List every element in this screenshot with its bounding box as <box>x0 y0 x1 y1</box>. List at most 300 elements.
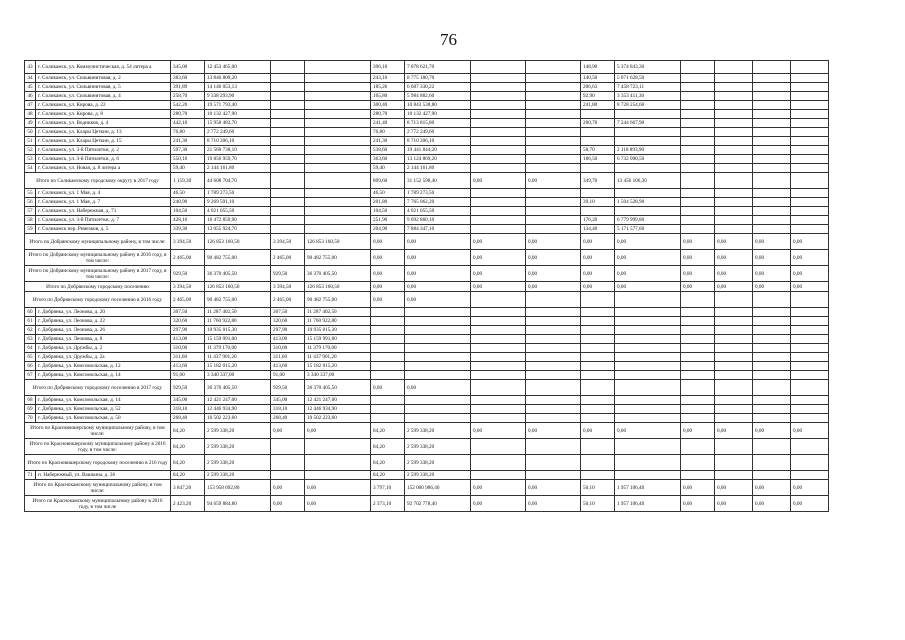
value-cell: 0,00 <box>753 234 791 250</box>
value-cell <box>271 455 305 471</box>
value-cell: 84,20 <box>371 439 405 455</box>
value-cell: 15 182 015,20 <box>305 362 371 371</box>
value-cell: 206,63 <box>581 83 615 92</box>
value-cell <box>405 344 471 353</box>
value-cell <box>791 110 829 119</box>
value-cell: 0,00 <box>753 423 791 439</box>
value-cell: 10 502 223,60 <box>205 414 271 423</box>
value-cell <box>715 225 753 234</box>
value-cell <box>681 110 715 119</box>
value-cell <box>526 326 581 335</box>
address-cell: г. Добрянка, ул. Комсомольская, д. 50 <box>36 414 171 423</box>
total-row <box>25 439 829 455</box>
value-cell: 3 797,10 <box>371 480 405 496</box>
value-cell <box>791 317 829 326</box>
address-cell: г. Добрянка, ул. Леонова, д. 22 <box>36 317 171 326</box>
value-cell <box>271 155 305 164</box>
value-cell <box>753 164 791 173</box>
value-cell <box>271 137 305 146</box>
value-cell <box>791 405 829 414</box>
value-cell: 10 843 538,80 <box>405 101 471 110</box>
table-row <box>25 216 829 225</box>
value-cell <box>615 128 681 137</box>
value-cell <box>526 455 581 471</box>
value-cell: 0,00 <box>405 250 471 266</box>
value-cell: 597,30 <box>171 146 205 155</box>
total-label: Итого по Красновишерскому городскому поселению в 216 году <box>25 455 171 471</box>
value-cell: 11 379 170,00 <box>205 344 271 353</box>
value-cell <box>615 396 681 405</box>
value-cell <box>305 455 371 471</box>
value-cell: 0,00 <box>615 282 681 292</box>
value-cell <box>526 92 581 101</box>
value-cell <box>305 216 371 225</box>
value-cell <box>715 335 753 344</box>
value-cell: 15 159 991,00 <box>205 335 271 344</box>
value-cell <box>681 207 715 216</box>
value-cell: 0,00 <box>405 266 471 282</box>
value-cell: 76,80 <box>371 128 405 137</box>
value-cell: 0,00 <box>681 266 715 282</box>
total-label: Итого по Добрянскому муниципальному району в 2016 году, в том числе: <box>25 250 171 266</box>
total-label: Итого по Красновишерскому муниципальному району в 2016 году, в том числе: <box>25 439 171 455</box>
value-cell: 90 482 755,00 <box>205 250 271 266</box>
value-cell <box>681 164 715 173</box>
value-cell <box>305 74 371 83</box>
value-cell: 44 608 704,70 <box>205 173 271 189</box>
total-label: Итого по Добрянскому городскому поселению <box>25 282 171 292</box>
value-cell <box>615 317 681 326</box>
value-cell <box>405 371 471 380</box>
value-cell <box>471 225 526 234</box>
value-cell <box>753 101 791 110</box>
value-cell: 3 847,20 <box>171 480 205 496</box>
value-cell <box>471 335 526 344</box>
value-cell: 104,50 <box>171 207 205 216</box>
value-cell: 318,10 <box>271 405 305 414</box>
value-cell: 5 374 843,30 <box>615 61 681 74</box>
value-cell <box>715 92 753 101</box>
value-cell <box>753 92 791 101</box>
value-cell <box>681 317 715 326</box>
value-cell <box>791 308 829 317</box>
value-cell <box>681 326 715 335</box>
value-cell <box>371 326 405 335</box>
value-cell <box>791 128 829 137</box>
value-cell <box>471 353 526 362</box>
value-cell: 2 465,00 <box>171 292 205 308</box>
value-cell: 0,00 <box>471 282 526 292</box>
value-cell: 0,00 <box>405 282 471 292</box>
value-cell <box>753 455 791 471</box>
value-cell: 929,50 <box>271 266 305 282</box>
value-cell <box>753 326 791 335</box>
value-cell: 320,60 <box>171 317 205 326</box>
value-cell: 0,00 <box>681 282 715 292</box>
value-cell <box>715 207 753 216</box>
value-cell: 0,00 <box>715 423 753 439</box>
value-cell <box>371 362 405 371</box>
value-cell: 36 370 405,50 <box>305 266 371 282</box>
value-cell <box>471 414 526 423</box>
total-row <box>25 480 829 496</box>
table-row <box>25 61 829 74</box>
value-cell <box>581 344 615 353</box>
value-cell: 2 423,20 <box>171 496 205 512</box>
value-cell: 201,80 <box>371 198 405 207</box>
value-cell <box>305 119 371 128</box>
value-cell: 2 772 249,60 <box>405 128 471 137</box>
value-cell <box>581 353 615 362</box>
value-cell: 11 437 901,20 <box>205 353 271 362</box>
value-cell: 0,00 <box>526 250 581 266</box>
value-cell <box>715 405 753 414</box>
value-cell <box>753 344 791 353</box>
row-number: 52 <box>25 146 36 155</box>
value-cell: 241,40 <box>371 119 405 128</box>
value-cell: 268,40 <box>171 414 205 423</box>
value-cell <box>681 189 715 198</box>
value-cell: 10 132 427,90 <box>205 110 271 119</box>
value-cell <box>615 439 681 455</box>
address-cell: г. Соликамск, ул. 3-й Пятилетки, д. 2 <box>36 146 171 155</box>
total-row <box>25 173 829 189</box>
value-cell <box>471 164 526 173</box>
value-cell: 0,00 <box>715 266 753 282</box>
total-row <box>25 282 829 292</box>
value-cell <box>471 405 526 414</box>
value-cell <box>715 137 753 146</box>
value-cell <box>371 396 405 405</box>
value-cell: 50,10 <box>581 496 615 512</box>
value-cell <box>471 137 526 146</box>
value-cell <box>681 353 715 362</box>
value-cell <box>753 396 791 405</box>
value-cell: 12 421 247,00 <box>205 396 271 405</box>
value-cell: 1 159,30 <box>171 173 205 189</box>
value-cell: 0,00 <box>526 496 581 512</box>
value-cell: 0,00 <box>791 496 829 512</box>
row-number: 53 <box>25 155 36 164</box>
value-cell: 9 692 860,10 <box>405 216 471 225</box>
value-cell <box>791 207 829 216</box>
value-cell: 0,00 <box>791 266 829 282</box>
value-cell <box>581 164 615 173</box>
value-cell <box>615 414 681 423</box>
value-cell <box>615 405 681 414</box>
value-cell <box>526 439 581 455</box>
value-cell: 10 502 223,60 <box>305 414 371 423</box>
table-row <box>25 155 829 164</box>
value-cell: 59,40 <box>371 164 405 173</box>
value-cell <box>471 198 526 207</box>
value-cell: 0,00 <box>791 234 829 250</box>
value-cell <box>791 101 829 110</box>
value-cell: 311,60 <box>171 353 205 362</box>
value-cell: 90 482 755,00 <box>205 292 271 308</box>
table-row <box>25 189 829 198</box>
value-cell: 0,00 <box>581 234 615 250</box>
value-cell: 148,90 <box>581 61 615 74</box>
table-body <box>25 61 829 512</box>
value-cell: 258,70 <box>171 92 205 101</box>
value-cell <box>791 164 829 173</box>
value-cell: 339,30 <box>171 225 205 234</box>
value-cell: 929,50 <box>171 266 205 282</box>
value-cell <box>526 335 581 344</box>
value-cell: 0,00 <box>753 250 791 266</box>
value-cell: 929,50 <box>271 380 305 396</box>
value-cell: 46,50 <box>371 189 405 198</box>
value-cell <box>526 405 581 414</box>
value-cell: 8 728 254,60 <box>615 101 681 110</box>
value-cell: 84,20 <box>171 423 205 439</box>
value-cell <box>305 101 371 110</box>
value-cell: 36 370 405,50 <box>205 380 271 396</box>
value-cell: 152 000 986,40 <box>405 480 471 496</box>
value-cell <box>791 371 829 380</box>
row-number: 61 <box>25 317 36 326</box>
value-cell <box>471 439 526 455</box>
value-cell <box>371 317 405 326</box>
value-cell <box>305 471 371 480</box>
value-cell <box>405 362 471 371</box>
value-cell <box>791 414 829 423</box>
value-cell <box>681 198 715 207</box>
address-cell: г. Соликамск, ул. Новая, д. 8 литера а <box>36 164 171 173</box>
value-cell <box>526 344 581 353</box>
value-cell <box>471 455 526 471</box>
value-cell: 19 856 959,70 <box>205 155 271 164</box>
value-cell: 6 779 999,80 <box>615 216 681 225</box>
value-cell <box>526 292 581 308</box>
table-row <box>25 371 829 380</box>
total-label: Итого по Добрянскому городскому поселению в 2016 году <box>25 292 171 308</box>
value-cell <box>753 110 791 119</box>
value-cell <box>715 326 753 335</box>
total-row <box>25 380 829 396</box>
address-cell: г. Добрянка, ул. Комсомольская, д. 14 <box>36 371 171 380</box>
table-row <box>25 317 829 326</box>
value-cell <box>715 101 753 110</box>
value-cell: 2 599 338,20 <box>205 423 271 439</box>
value-cell <box>305 128 371 137</box>
table-row <box>25 344 829 353</box>
row-number: 49 <box>25 119 36 128</box>
value-cell: 46,50 <box>171 189 205 198</box>
value-cell <box>791 344 829 353</box>
address-cell: г. Соликамск, ул. Кирова, д. 22 <box>36 101 171 110</box>
value-cell: 0,00 <box>526 173 581 189</box>
value-cell <box>271 119 305 128</box>
table-row <box>25 164 829 173</box>
value-cell <box>581 414 615 423</box>
value-cell: 307,50 <box>271 308 305 317</box>
value-cell: 345,00 <box>171 61 205 74</box>
value-cell: 1 789 273,50 <box>405 189 471 198</box>
value-cell <box>681 101 715 110</box>
value-cell: 0,00 <box>715 282 753 292</box>
value-cell <box>791 335 829 344</box>
value-cell: 2 599 338,20 <box>205 471 271 480</box>
row-number: 64 <box>25 344 36 353</box>
value-cell: 200,70 <box>581 119 615 128</box>
value-cell: 0,00 <box>715 496 753 512</box>
value-cell: 2 599 338,20 <box>405 455 471 471</box>
value-cell <box>271 83 305 92</box>
value-cell: 19 441 844,20 <box>405 146 471 155</box>
value-cell <box>305 146 371 155</box>
value-cell <box>271 101 305 110</box>
value-cell <box>305 110 371 119</box>
row-number: 50 <box>25 128 36 137</box>
table-row <box>25 405 829 414</box>
value-cell: 2 144 161,80 <box>405 164 471 173</box>
value-cell <box>753 216 791 225</box>
value-cell: 307,50 <box>171 308 205 317</box>
value-cell: 240,90 <box>171 198 205 207</box>
value-cell: 7 078 621,70 <box>405 61 471 74</box>
value-cell: 2 772 249,60 <box>205 128 271 137</box>
value-cell: 0,00 <box>271 423 305 439</box>
address-cell: г. Соликамск, ул. Сильвинитовая, д. 4 <box>36 92 171 101</box>
value-cell: 0,00 <box>791 250 829 266</box>
table-row <box>25 225 829 234</box>
value-cell <box>715 317 753 326</box>
value-cell <box>471 155 526 164</box>
value-cell <box>305 137 371 146</box>
row-number: 67 <box>25 371 36 380</box>
value-cell: 84,20 <box>171 439 205 455</box>
value-cell <box>715 380 753 396</box>
value-cell: 94 659 884,80 <box>205 496 271 512</box>
value-cell <box>471 471 526 480</box>
value-cell <box>791 146 829 155</box>
value-cell <box>791 198 829 207</box>
total-row <box>25 266 829 282</box>
value-cell <box>753 335 791 344</box>
table-row <box>25 207 829 216</box>
value-cell: 140,50 <box>581 74 615 83</box>
value-cell: 0,00 <box>371 266 405 282</box>
value-cell: 413,60 <box>271 362 305 371</box>
value-cell <box>581 405 615 414</box>
value-cell: 58,70 <box>581 146 615 155</box>
value-cell: 241,30 <box>171 137 205 146</box>
address-cell: г. Соликамск, ул. Сильвинитовая, д. 5 <box>36 83 171 92</box>
value-cell: 0,00 <box>305 496 371 512</box>
value-cell: 84,20 <box>171 455 205 471</box>
value-cell <box>715 128 753 137</box>
value-cell <box>526 74 581 83</box>
value-cell <box>471 396 526 405</box>
value-cell <box>715 119 753 128</box>
value-cell: 0,00 <box>371 282 405 292</box>
value-cell: 809,60 <box>371 173 405 189</box>
value-cell: 0,00 <box>305 480 371 496</box>
value-cell <box>791 353 829 362</box>
value-cell <box>753 439 791 455</box>
value-cell <box>715 173 753 189</box>
value-cell <box>615 471 681 480</box>
address-cell: г. Добрянка, ул. Леонова, д. 8 <box>36 335 171 344</box>
value-cell: 11 760 922,80 <box>305 317 371 326</box>
value-cell: 3 353 411,30 <box>615 92 681 101</box>
value-cell <box>471 362 526 371</box>
value-cell <box>581 110 615 119</box>
table-row <box>25 101 829 110</box>
value-cell: 0,00 <box>471 266 526 282</box>
value-cell: 5 984 882,60 <box>405 92 471 101</box>
value-cell: 21 560 738,10 <box>205 146 271 155</box>
value-cell <box>615 110 681 119</box>
value-cell: 7 765 062,20 <box>405 198 471 207</box>
value-cell <box>526 471 581 480</box>
value-cell <box>715 292 753 308</box>
value-cell: 19 571 793,40 <box>205 101 271 110</box>
value-cell <box>681 335 715 344</box>
value-cell: 0,00 <box>526 423 581 439</box>
value-cell <box>715 216 753 225</box>
value-cell: 6 732 090,50 <box>615 155 681 164</box>
value-cell <box>715 110 753 119</box>
value-cell: 0,00 <box>526 234 581 250</box>
value-cell <box>271 216 305 225</box>
value-cell <box>581 455 615 471</box>
value-cell <box>305 173 371 189</box>
value-cell: 2 599 338,20 <box>405 439 471 455</box>
page-number: 76 <box>440 30 457 49</box>
value-cell: 297,90 <box>271 326 305 335</box>
value-cell <box>715 146 753 155</box>
value-cell <box>305 164 371 173</box>
value-cell: 2 465,00 <box>271 250 305 266</box>
value-cell <box>526 371 581 380</box>
value-cell: 1 789 273,50 <box>205 189 271 198</box>
value-cell <box>753 292 791 308</box>
value-cell <box>405 405 471 414</box>
value-cell: 3 394,50 <box>171 234 205 250</box>
value-cell: 2 465,00 <box>171 250 205 266</box>
value-cell: 0,00 <box>615 234 681 250</box>
address-cell: г. Соликамск, ул. Набережная, д. 71 <box>36 207 171 216</box>
value-cell: 0,00 <box>715 234 753 250</box>
value-cell: 7 458 723,11 <box>615 83 681 92</box>
value-cell: 0,00 <box>405 380 471 396</box>
value-cell <box>715 439 753 455</box>
value-cell <box>526 110 581 119</box>
value-cell <box>615 455 681 471</box>
value-cell: 153 958 092,80 <box>205 480 271 496</box>
value-cell: 16 472 859,90 <box>205 216 271 225</box>
value-cell <box>271 189 305 198</box>
value-cell <box>305 83 371 92</box>
value-cell: 0,00 <box>581 282 615 292</box>
value-cell <box>681 74 715 83</box>
value-cell <box>715 308 753 317</box>
value-cell <box>526 380 581 396</box>
row-number: 54 <box>25 164 36 173</box>
value-cell <box>615 335 681 344</box>
row-number: 55 <box>25 189 36 198</box>
value-cell: 0,00 <box>715 250 753 266</box>
value-cell <box>715 155 753 164</box>
value-cell: 84,20 <box>371 471 405 480</box>
address-cell: г. Добрянка, ул. Комсомольская, д. 12 <box>36 362 171 371</box>
value-cell: 6 687 330,22 <box>405 83 471 92</box>
total-row <box>25 423 829 439</box>
value-cell <box>715 455 753 471</box>
